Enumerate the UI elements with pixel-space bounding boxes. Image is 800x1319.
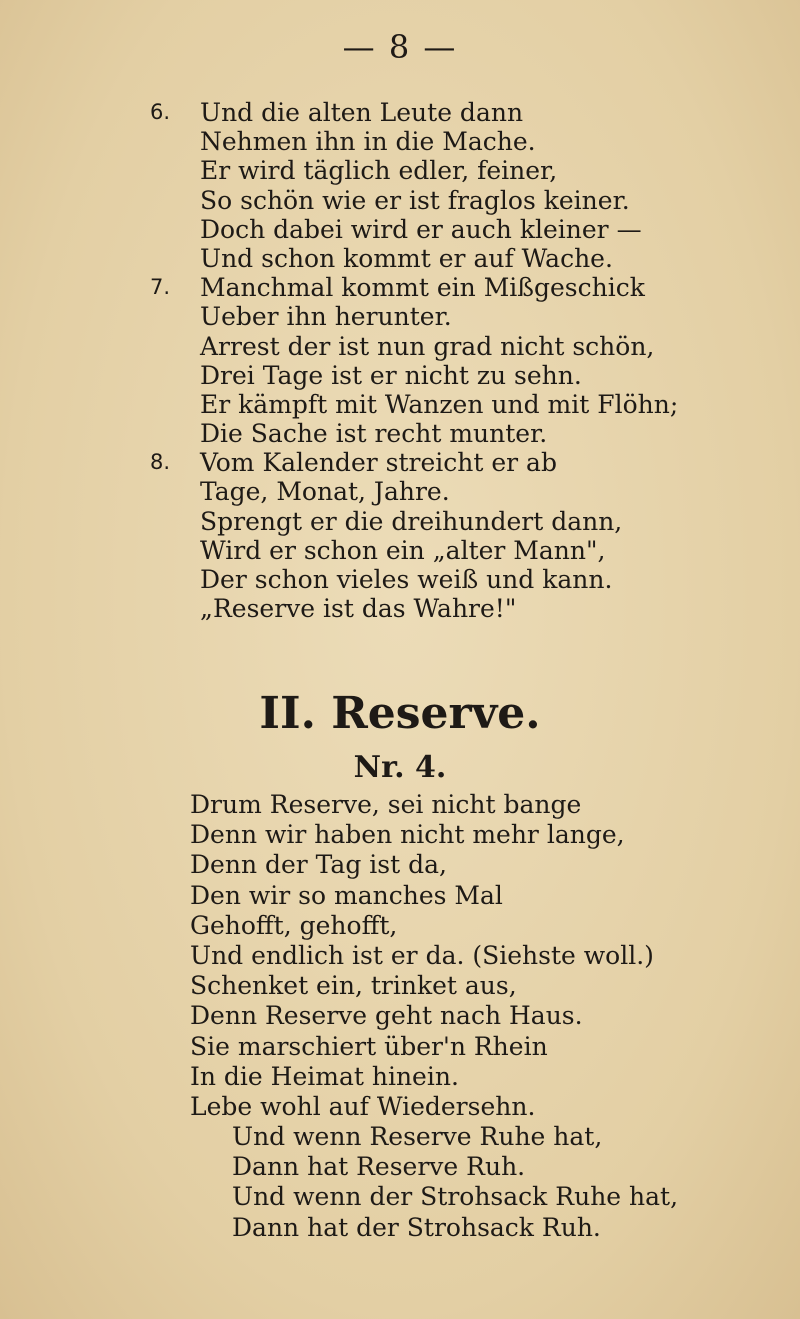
verse-line [150, 419, 790, 448]
verse-line [150, 127, 790, 156]
verse-text: So schön wie er ist fraglos keiner. [200, 185, 630, 215]
verse-text: Tage, Monat, Jahre. [200, 477, 450, 507]
refrain-line: Und wenn Reserve Ruhe hat, [232, 1122, 603, 1152]
song-line: Schenket ein, trinket aus, [190, 971, 517, 1001]
song-line: Sie marschiert über'n Rhein [190, 1031, 548, 1061]
verse-line [150, 594, 790, 623]
refrain-line: Dann hat der Strohsack Ruh. [232, 1212, 601, 1242]
verse-text: Ueber ihn herunter. [200, 302, 452, 332]
song-line: Denn wir haben nicht mehr lange, [190, 820, 625, 850]
verse-text: Arrest der ist nun grad nicht schön, [200, 331, 655, 361]
verse-line [150, 448, 790, 477]
song-line: Lebe wohl auf Wiedersehn. [190, 1091, 536, 1121]
song-line: In die Heimat hinein. [190, 1061, 459, 1091]
refrain-line: Und wenn der Strohsack Ruhe hat, [232, 1182, 679, 1212]
song-line: Und endlich ist er da. (Siehste woll.) [190, 940, 654, 970]
verse-text: Und die alten Leute dann [200, 98, 524, 127]
song-line: Gehofft, gehofft, [190, 910, 398, 940]
song-line: Denn der Tag ist da, [190, 850, 447, 880]
verse-line [150, 186, 790, 215]
verse-line [150, 244, 790, 273]
verse-text: Er wird täglich edler, feiner, [200, 156, 558, 186]
verse-line [150, 507, 790, 536]
verse-line [150, 390, 790, 419]
song-line: Den wir so manches Mal [190, 880, 503, 910]
verse-line [150, 215, 790, 244]
verse-text: „Reserve ist das Wahre!" [200, 594, 517, 624]
song-number: Nr. 4. [353, 750, 447, 785]
verse-line [150, 98, 790, 127]
verse-text: Und schon kommt er auf Wache. [200, 243, 613, 273]
verse-number: 8. [150, 450, 171, 475]
verse-text: Er kämpft mit Wanzen und mit Flöhn; [200, 389, 679, 419]
verse-line [150, 565, 790, 594]
verse-text: Die Sache ist recht munter. [200, 419, 548, 449]
verse-number: 6. [150, 100, 171, 124]
verse-list [150, 98, 790, 623]
verse-text: Der schon vieles weiß und kann. [200, 565, 613, 594]
verse-text: Drei Tage ist er nicht zu sehn. [200, 360, 582, 390]
verse-text: Manchmal kommt ein Mißgeschick [200, 273, 645, 303]
section-title: II. Reserve. [259, 688, 541, 739]
verse-line [150, 361, 790, 390]
verse-line [150, 332, 790, 361]
song-text [190, 790, 790, 1243]
verse-line [150, 477, 790, 506]
verse-text: Vom Kalender streicht er ab [200, 448, 557, 478]
verse-line [150, 273, 790, 302]
page-number: — 8 — [342, 28, 458, 66]
verse-text: Sprengt er die dreihundert dann, [200, 506, 623, 536]
verse-line [150, 536, 790, 565]
song-line: Denn Reserve geht nach Haus. [190, 1001, 583, 1031]
song-line: Drum Reserve, sei nicht bange [190, 790, 582, 819]
verse-text: Doch dabei wird er auch kleiner — [200, 214, 642, 244]
verse-text: Nehmen ihn in die Mache. [200, 127, 536, 157]
verse-text: Wird er schon ein „alter Mann", [200, 535, 606, 565]
refrain-line: Dann hat Reserve Ruh. [232, 1152, 526, 1182]
verse-line [150, 156, 790, 185]
verse-number: 7. [150, 275, 171, 300]
verse-line [150, 302, 790, 331]
